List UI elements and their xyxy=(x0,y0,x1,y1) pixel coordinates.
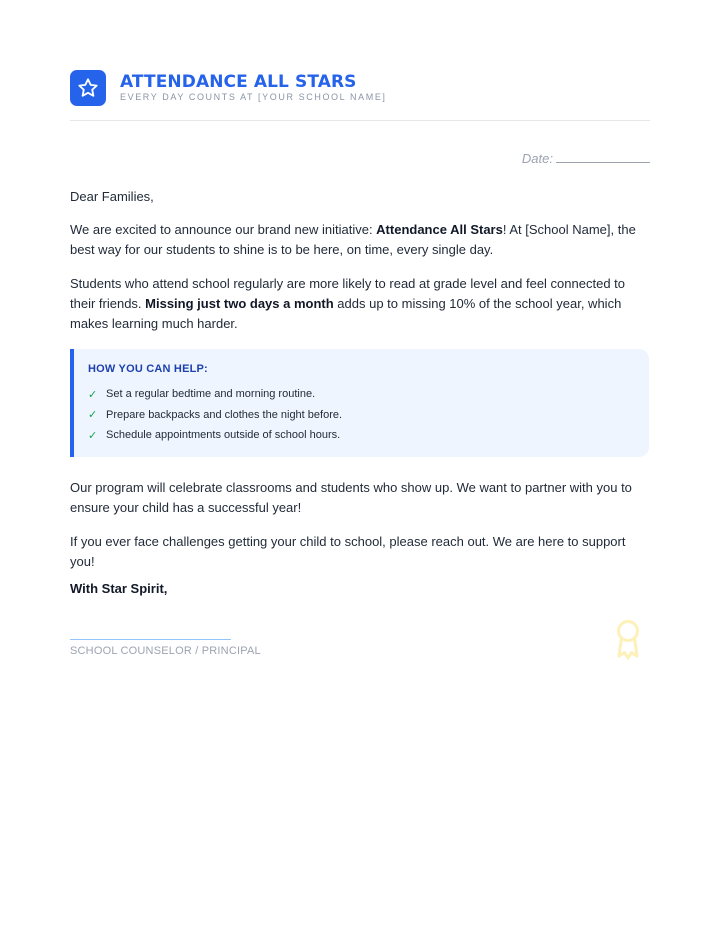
help-item-text: Set a regular bedtime and morning routine. xyxy=(106,388,316,401)
signature-line xyxy=(70,639,231,640)
date-blank-line xyxy=(556,150,650,163)
intro-text-start: We are excited to announce our brand new initiative: xyxy=(70,222,377,237)
intro-text-end: ! At [School Name], the best way for our students to shine is to be here, on time, every single day. xyxy=(70,222,636,257)
closing-line: With Star Spirit, xyxy=(70,581,168,596)
importance-text-end: adds up to missing 10% of the school year, which makes learning much harder. xyxy=(70,296,622,331)
logo xyxy=(70,70,106,106)
paragraph-intro xyxy=(70,220,650,260)
paragraph-importance xyxy=(70,274,650,334)
list-item xyxy=(88,405,342,426)
paragraph-support: If you ever face challenges getting your child to school, please reach out. We are here to support you! xyxy=(70,534,626,569)
list-item xyxy=(88,425,342,446)
page-title: ATTENDANCE ALL STARS xyxy=(120,72,357,92)
letterhead xyxy=(70,70,650,122)
help-list xyxy=(88,384,342,446)
help-item-text: Prepare backpacks and clothes the night before. xyxy=(106,408,343,421)
star-icon xyxy=(77,77,99,99)
check-icon: ✓ xyxy=(88,409,98,422)
paragraph-program: Our program will celebrate classrooms and students who show up. We want to partner with you to ensure your child has a successful year! xyxy=(70,480,632,515)
importance-text-start: Students who attend school regularly are more likely to read at grade level and feel connected to their friends. xyxy=(70,276,626,311)
header-divider xyxy=(70,120,650,121)
program-name: Attendance All Stars xyxy=(376,222,503,237)
date-label: Date: xyxy=(521,151,553,166)
check-icon: ✓ xyxy=(88,388,98,401)
page-subtitle: EVERY DAY COUNTS AT [YOUR SCHOOL NAME] xyxy=(120,92,387,102)
list-item xyxy=(88,384,342,405)
greeting: Dear Families, xyxy=(70,189,154,204)
help-callout xyxy=(70,349,649,457)
award-ribbon-icon xyxy=(612,618,644,660)
missing-days-highlight: Missing just two days a month xyxy=(145,296,334,311)
help-title: HOW YOU CAN HELP: xyxy=(88,363,208,375)
date-field xyxy=(522,150,650,167)
signature-role: SCHOOL COUNSELOR / PRINCIPAL xyxy=(70,645,261,657)
help-item-text: Schedule appointments outside of school hours. xyxy=(106,429,341,442)
check-icon: ✓ xyxy=(88,429,98,442)
